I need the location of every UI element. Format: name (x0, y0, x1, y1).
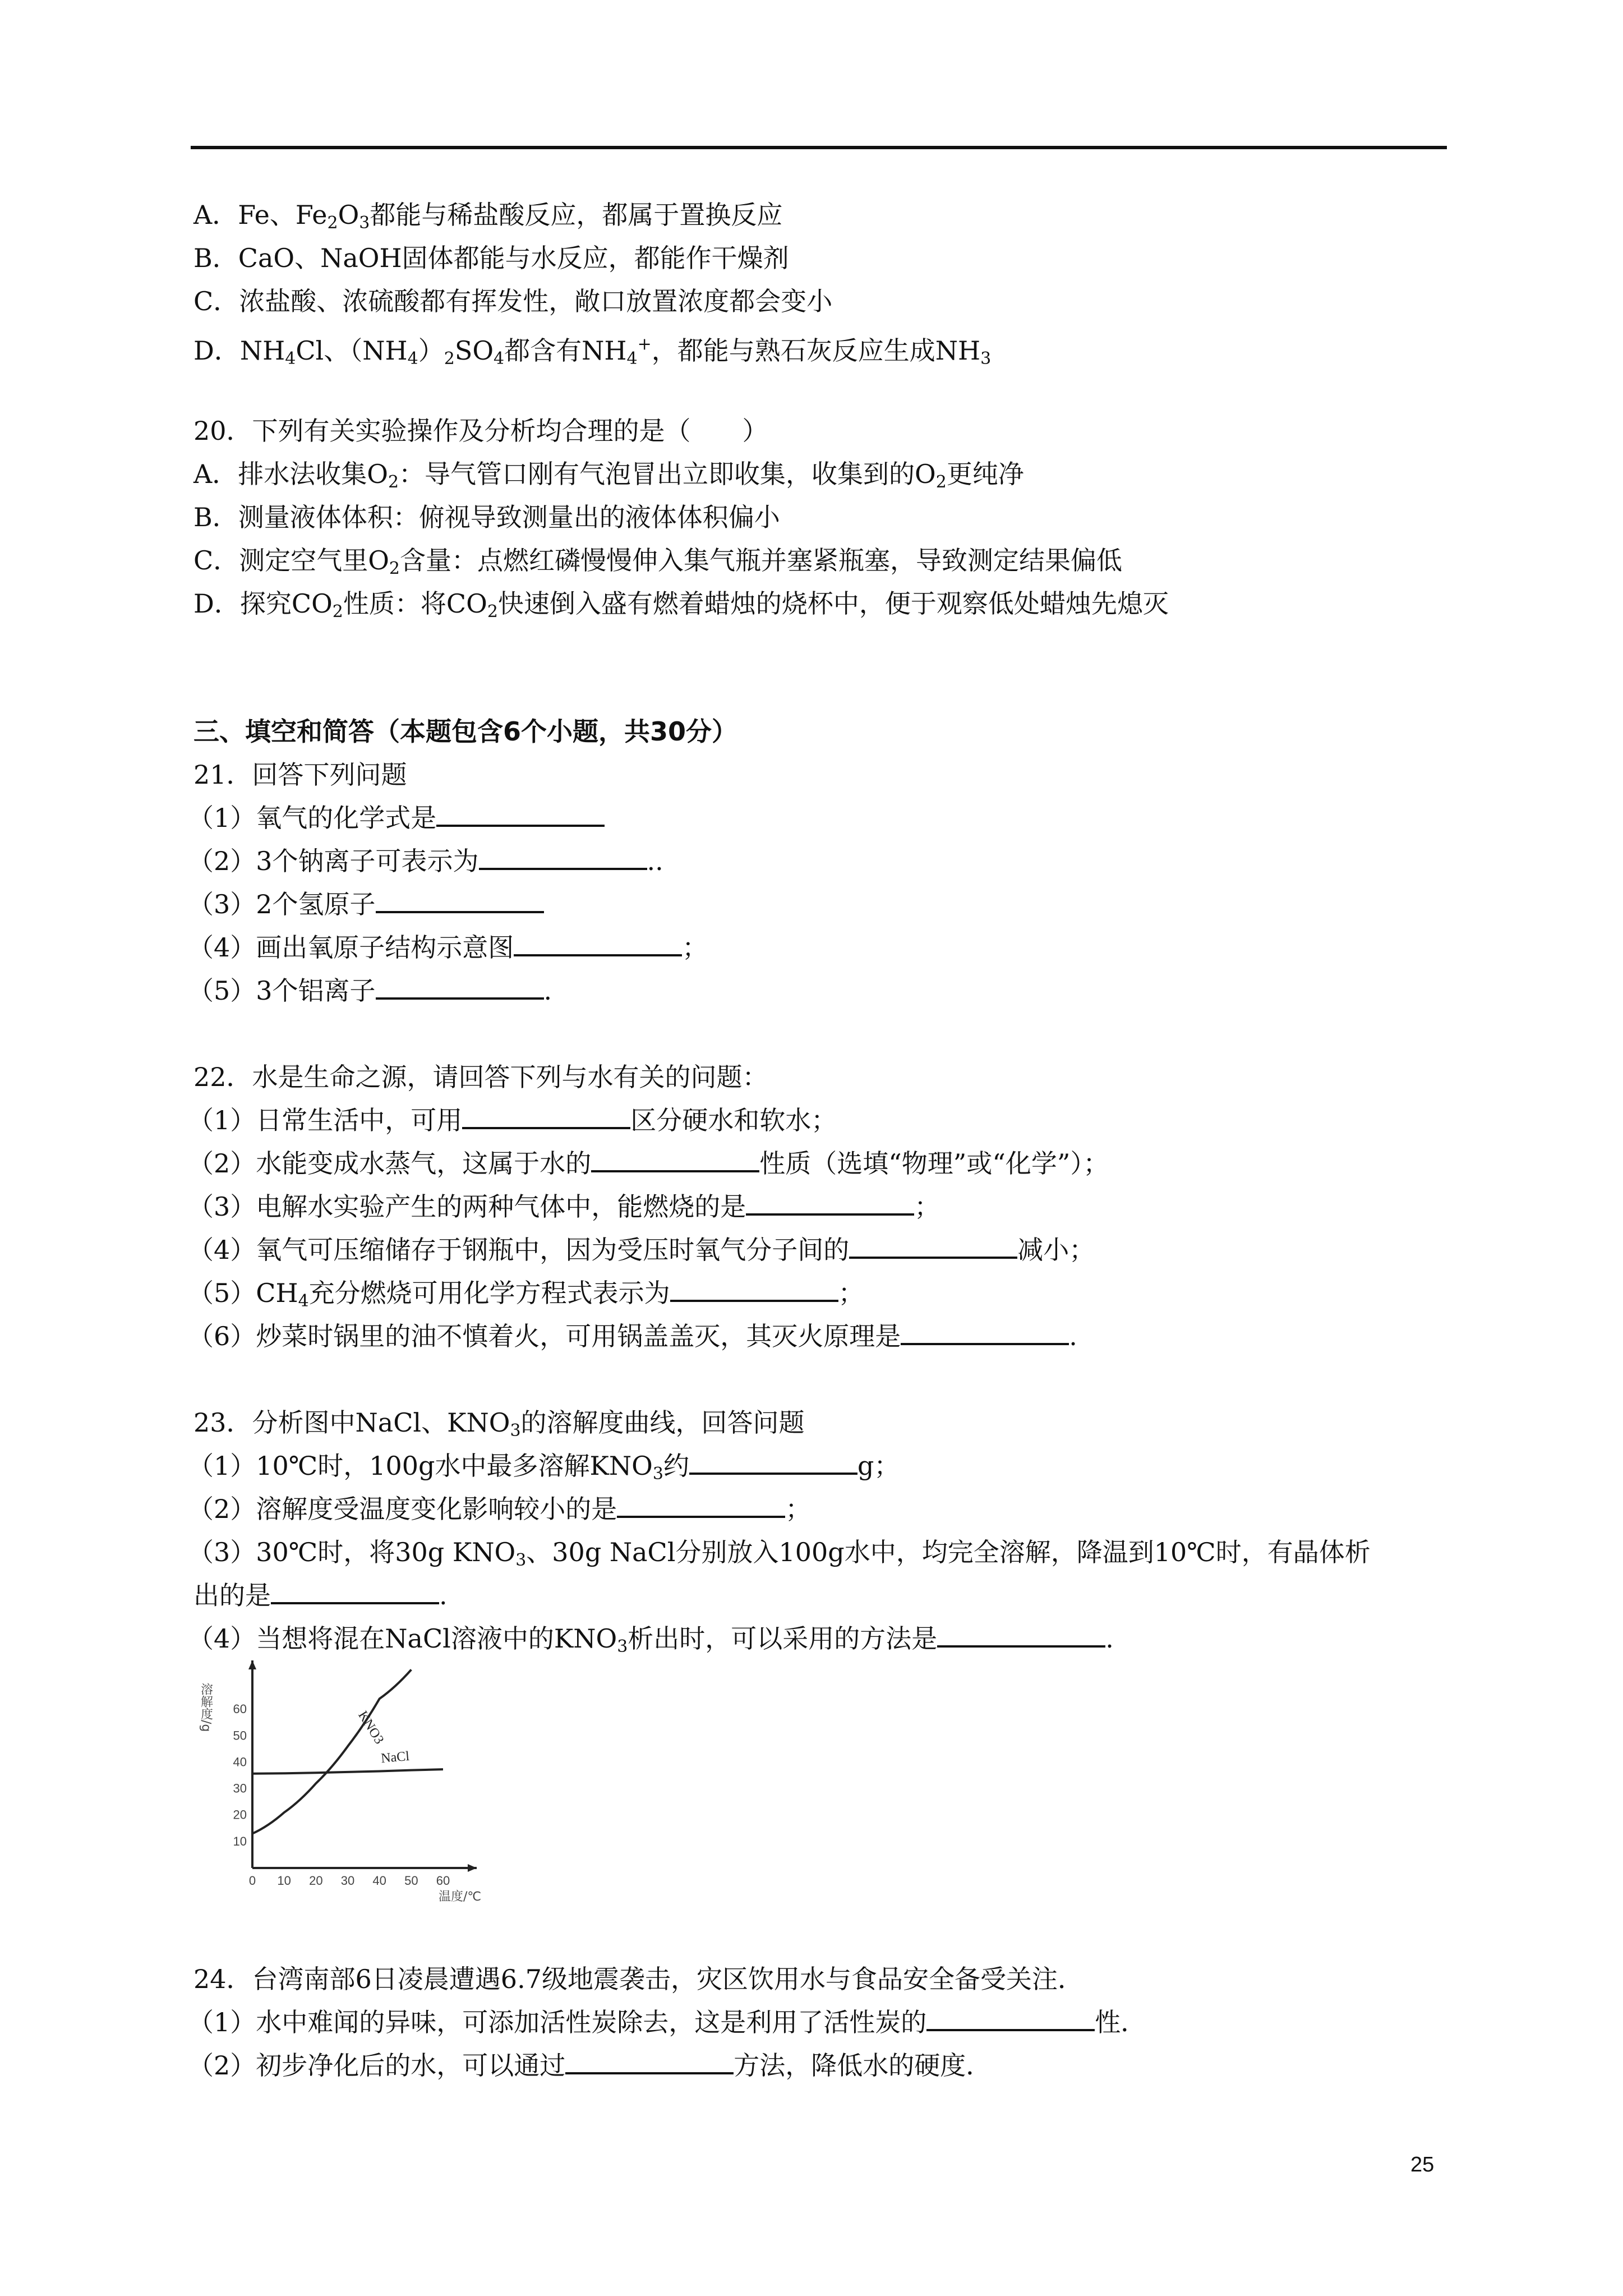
option-b-prev: B．CaO、NaOH固体都能与水反应，都能作干燥剂 (193, 243, 789, 273)
answer-blank[interactable] (926, 2007, 1095, 2031)
answer-blank[interactable] (376, 889, 544, 913)
answer-blank[interactable] (901, 1320, 1069, 1345)
q23-stem: 23．分析图中NaCl、$KNO_3$的溶解度曲线，回答问题 (193, 1407, 805, 1441)
q22-part-2: （2）水能变成水蒸气，这属于水的 性质（选填“物理”或“化学”）； (188, 1148, 1109, 1179)
y-tick-label: 50 (233, 1728, 247, 1743)
q20-option-a: A．排水法收集$O_2$：导气管口刚有气泡冒出立即收集，收集到的$O_2$更纯净 (193, 459, 1024, 492)
header-rule (191, 146, 1447, 149)
answer-blank[interactable] (689, 1450, 857, 1475)
q21-part-3: （3）2个氢原子 (188, 886, 544, 923)
q24-part-2: （2）初步净化后的水，可以通过 方法，降低水的硬度． (188, 2050, 992, 2081)
q20-option-d: D．探究$CO_2$性质：将$CO_2$快速倒入盛有燃着蜡烛的烧杯中，便于观察低处蜡烛先熄灭 (193, 588, 1169, 622)
x-axis-label: 温度/℃ (438, 1890, 482, 1902)
q23-part-2: （2）溶解度受温度变化影响较小的是 ； (188, 1494, 811, 1524)
y-tick-label: 40 (233, 1755, 247, 1769)
series-label: KNO3 (355, 1708, 387, 1747)
x-axis-arrow (468, 1864, 477, 1872)
answer-blank[interactable] (462, 1105, 630, 1129)
q22-part-4: （4）氧气可压缩储存于钢瓶中，因为受压时氧气分子间的 减小； (188, 1235, 1095, 1265)
q21-stem: 21．回答下列问题 (193, 760, 407, 790)
q22-stem: 22．水是生命之源，请回答下列与水有关的问题： (193, 1062, 768, 1092)
y-tick-label: 60 (233, 1702, 247, 1717)
series-label: NaCl (380, 1749, 411, 1766)
q22-part-1: （1）日常生活中，可用 区分硬水和软水； (188, 1105, 837, 1135)
answer-blank[interactable] (271, 1580, 439, 1604)
answer-blank[interactable] (376, 975, 544, 1000)
q20-option-b: B．测量液体体积：俯视导致测量出的液体体积偏小 (193, 502, 780, 532)
q24-part-1: （1）水中难闻的异味，可添加活性炭除去，这是利用了活性炭的 性． (188, 2007, 1147, 2037)
answer-blank[interactable] (617, 1493, 785, 1518)
section-heading: 三、填空和简答（本题包含6个小题，共30分） (193, 716, 738, 747)
answer-blank[interactable] (479, 845, 647, 870)
q23-part-3: （3）30℃时，将30g $KNO_3$、30g NaCl分别放入100g水中，均完全溶解，降温到10℃时，有晶体析 (188, 1537, 1371, 1570)
answer-blank[interactable] (591, 1148, 759, 1172)
answer-blank[interactable] (565, 2050, 734, 2074)
x-tick-label: 50 (404, 1874, 418, 1888)
y-tick-label: 10 (233, 1834, 247, 1848)
answer-blank[interactable] (670, 1277, 838, 1302)
x-tick-label: 60 (436, 1874, 450, 1888)
q20-stem: 20．下列有关实验操作及分析均合理的是（ ） (193, 416, 768, 446)
x-tick-label: 40 (372, 1874, 386, 1888)
q21-part-2: （2）3个钠离子可表示为 .. (188, 846, 663, 876)
q21-part-5: （5）3个铝离子 . (188, 976, 552, 1006)
q23-part-1: （1）10℃时，100g水中最多溶解$KNO_3$约 g； (188, 1451, 900, 1484)
q23-part-4: （4）当想将混在NaCl溶液中的$KNO_3$析出时，可以采用的方法是 . (188, 1623, 1114, 1657)
answer-blank[interactable] (514, 932, 682, 956)
q21-part-4: （4）画出氧原子结构示意图 ； (188, 932, 708, 963)
answer-blank[interactable] (937, 1623, 1105, 1648)
answer-blank[interactable] (746, 1191, 914, 1216)
series-line-nacl (252, 1769, 443, 1774)
option-c-prev: C．浓盐酸、浓硫酸都有挥发性，敞口放置浓度都会变小 (193, 286, 833, 316)
q24-stem: 24．台湾南部6日凌晨遭遇6.7级地震袭击，灾区饮用水与食品安全备受关注． (193, 1964, 1083, 1994)
y-tick-label: 20 (233, 1807, 247, 1822)
y-axis-arrow (248, 1660, 256, 1669)
answer-blank[interactable] (436, 802, 605, 827)
x-tick-label: 0 (248, 1874, 256, 1888)
q22-part-5: $(5)CH_4$充分燃烧可用化学方程式表示为 ； (188, 1278, 864, 1311)
y-tick-label: 30 (233, 1781, 247, 1796)
q22-part-3: （3）电解水实验产生的两种气体中，能燃烧的是 ； (188, 1191, 940, 1222)
x-tick-label: 30 (340, 1874, 355, 1888)
page-number: 25 (1410, 2153, 1435, 2177)
q23-part-3-cont: 出的是 . (193, 1580, 448, 1611)
option-d-prev: D．$NH_4Cl$、$(NH_4)_2SO_4$都含有$NH_4^+$，都能与熟石灰反应生成$NH_3$ (193, 334, 992, 369)
x-tick-label: 20 (309, 1874, 323, 1888)
x-tick-label: 10 (277, 1874, 291, 1888)
y-axis-label: 溶解度/g (199, 1683, 213, 1732)
option-a-prev: A．Fe、$Fe_2O_3$都能与稀盐酸反应，都属于置换反应 (193, 200, 783, 233)
answer-blank[interactable] (849, 1234, 1017, 1259)
q21-part-1: （1）氧气的化学式是 (188, 799, 605, 836)
q22-part-6: （6）炒菜时锅里的油不慎着火，可用锅盖盖灭，其灭火原理是 . (188, 1321, 1077, 1351)
q20-option-c: C．测定空气里$O_2$含量：点燃红磷慢慢伸入集气瓶并塞紧瓶塞，导致测定结果偏低 (193, 545, 1123, 578)
solubility-chart (193, 1660, 491, 1902)
